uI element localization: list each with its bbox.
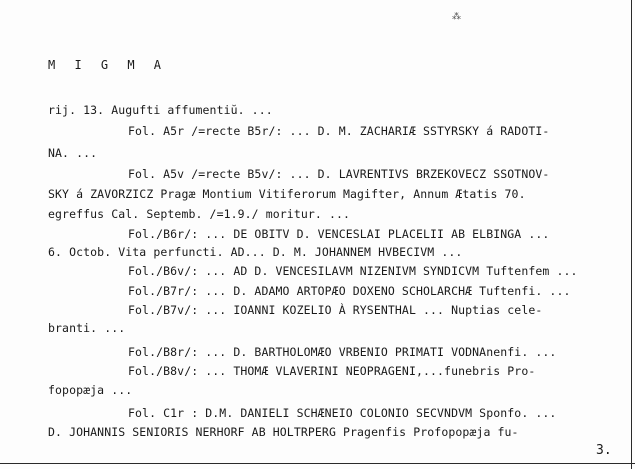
page-edge-right [631, 0, 632, 469]
text-line: Fol./B7r/: ... D. ADAMO ARTOPÆO DOXENO SCHOLARCHÆ Tuftenfi. ... [128, 284, 571, 298]
page-number: 3. [596, 443, 612, 458]
text-line: SKY á ZAVORZICZ Pragæ Montium Vitiferorum Magifter, Annum Ætatis 70. [48, 187, 526, 201]
text-line: Fol./B6v/: ... AD D. VENCESILAVM NIZENIVM SYNDICVM Tuftenfem ... [128, 264, 578, 278]
text-line: Fol. A5r /=recte B5r/: ... D. M. ZACHARIÆ SSTYRSKY á RADOTI- [128, 124, 550, 138]
text-line: Fol./B8r/: ... D. BARTHOLOMÆO VRBENIO PRIMATI VODNAnenfi. ... [128, 345, 557, 359]
text-line: Fol. A5v /=recte B5v/: ... D. LAVRENTIVS BRZEKOVECZ SSOTNOV- [128, 167, 550, 181]
text-line: branti. ... [48, 321, 126, 335]
text-line: 6. Octob. Vita perfuncti. AD... D. M. JOHANNEM HVBECIVM ... [48, 245, 463, 259]
section-heading: M I G M A [48, 58, 168, 72]
paper-speck: ⁂ [452, 12, 461, 22]
text-line: Fol./B7v/: ... IOANNI KOZELIO À RYSENTHAL ... Nuptias cele- [128, 303, 543, 317]
text-line: Fol./B6r/: ... DE OBITV D. VENCESLAI PLACELII AB ELBINGA ... [128, 227, 550, 241]
text-line: fopopæja ... [48, 383, 133, 397]
text-line: NA. ... [48, 146, 98, 160]
text-line: D. JOHANNIS SENIORIS NERHORF AB HOLTRPERG Pragenfis Profopopæja fu- [48, 425, 519, 439]
page-edge-bottom [0, 463, 635, 464]
text-line: Fol./B8v/: ... THOMÆ VLAVERINI NEOPRAGENI,...funebris Pro- [128, 364, 536, 378]
text-line: egreffus Cal. Septemb. /=1.9./ moritur. ... [48, 207, 351, 221]
text-line: Fol. C1r : D.M. DANIELI SCHÆNEIO COLONIO SECVNDVM Sponfo. ... [128, 406, 557, 420]
text-line: rij. 13. Augufti affumentiŭ. ... [48, 103, 273, 117]
